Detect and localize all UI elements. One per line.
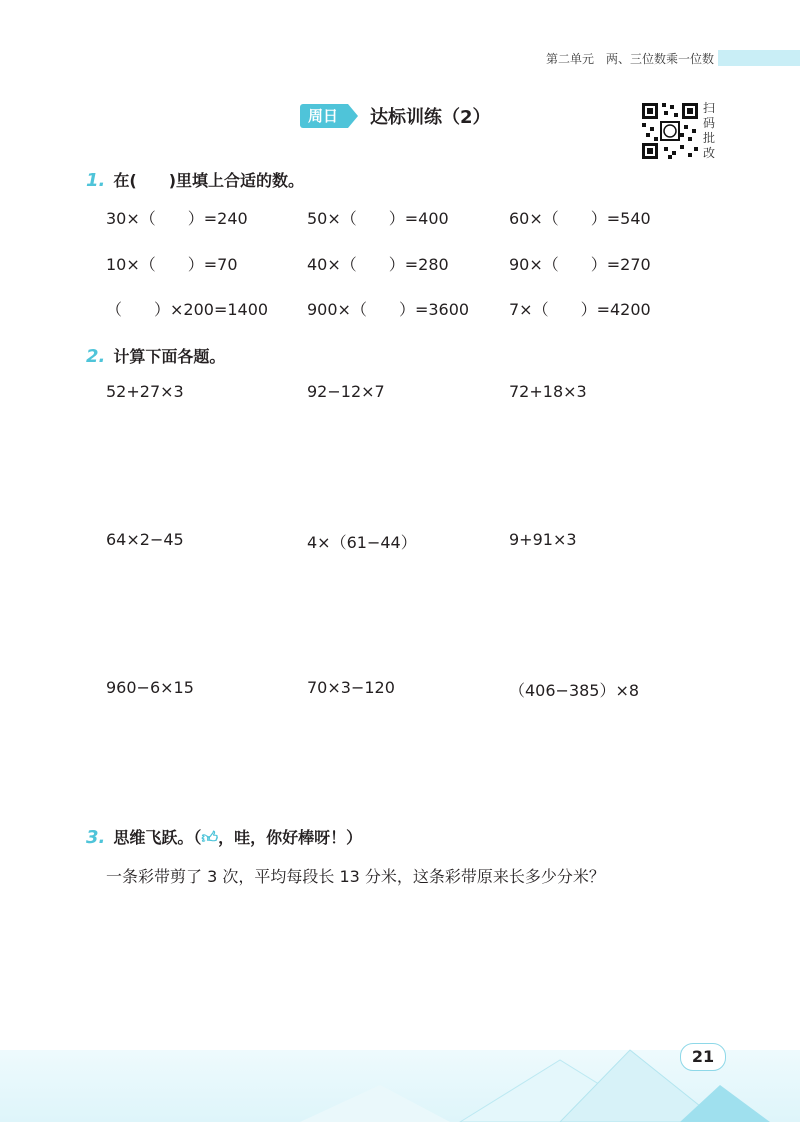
- question-3-title: [86, 825, 362, 848]
- question-prompt: 在( )里填上合适的数。: [113, 171, 305, 190]
- fill-blank-item[interactable]: 90×（ ）=270: [509, 255, 651, 274]
- question-1-title: [86, 168, 304, 191]
- question-2-title: [86, 344, 225, 367]
- fill-blank-item[interactable]: 900×（ ）=3600: [307, 300, 470, 319]
- qr-label: 扫码批改: [703, 101, 716, 160]
- thumbs-up-icon: 👍︎: [201, 828, 219, 847]
- calculation-item[interactable]: 64×2−45: [106, 530, 184, 549]
- lesson-title-row: [300, 101, 491, 131]
- fill-blank-item[interactable]: 40×（ ）=280: [307, 255, 449, 274]
- question-prompt: 计算下面各题。: [113, 347, 226, 366]
- calculation-item[interactable]: 9+91×3: [509, 530, 577, 549]
- calculation-item[interactable]: 960−6×15: [106, 678, 194, 697]
- fill-blank-item[interactable]: （ ）×200=1400: [106, 300, 269, 319]
- question-prompt-tail: ，哇，你好棒呀！）: [218, 828, 363, 847]
- page-number: 21: [680, 1043, 726, 1071]
- unit-header: [0, 44, 800, 74]
- page-title: 达标训练（2）: [370, 107, 491, 128]
- fill-blank-item[interactable]: 30×（ ）=240: [106, 209, 248, 228]
- qr-code-icon[interactable]: [640, 101, 700, 161]
- calculation-item[interactable]: （406−385）×8: [509, 681, 640, 700]
- unit-header-bar: [718, 50, 800, 66]
- question-number: 1.: [86, 170, 106, 191]
- unit-title: 第二单元 两、三位数乘一位数: [545, 52, 714, 66]
- calculation-item[interactable]: 72+18×3: [509, 382, 587, 401]
- fill-blank-item[interactable]: 60×（ ）=540: [509, 209, 651, 228]
- calculation-item[interactable]: 70×3−120: [307, 678, 395, 697]
- word-problem-text: 一条彩带剪了 3 次，平均每段长 13 分米，这条彩带原来长多少分米？: [106, 867, 605, 886]
- day-tag: 周日: [300, 104, 348, 128]
- calculation-item[interactable]: 92−12×7: [307, 382, 385, 401]
- question-number: 3.: [86, 827, 106, 848]
- calculation-item[interactable]: 52+27×3: [106, 382, 184, 401]
- calculation-item[interactable]: 4×（61−44）: [307, 533, 417, 552]
- fill-blank-item[interactable]: 50×（ ）=400: [307, 209, 449, 228]
- footer-mountains-decoration: [0, 1030, 800, 1122]
- question-prompt: 思维飞跃。（: [113, 828, 202, 847]
- fill-blank-item[interactable]: 10×（ ）=70: [106, 255, 238, 274]
- fill-blank-item[interactable]: 7×（ ）=4200: [509, 300, 651, 319]
- question-number: 2.: [86, 346, 106, 367]
